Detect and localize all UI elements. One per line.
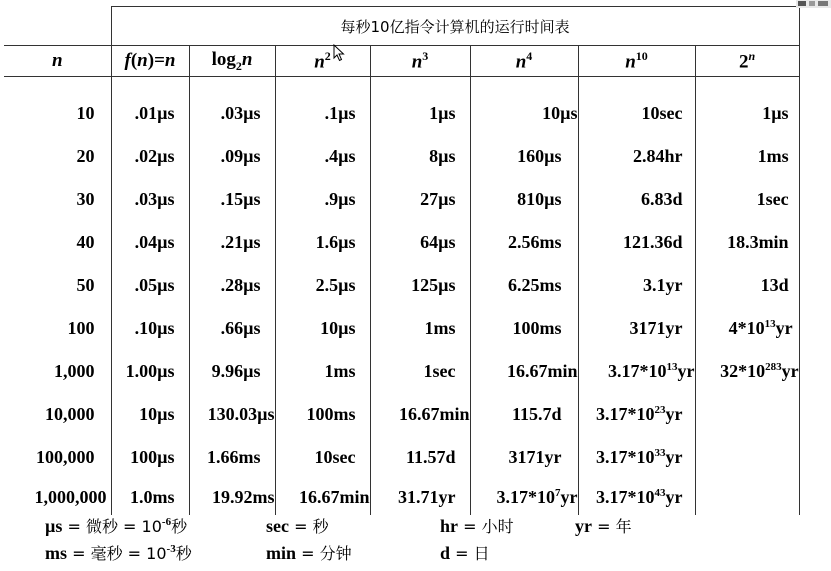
header-n: n [4, 46, 111, 77]
cell-2n-empty [695, 393, 799, 436]
cell-n10: $3.17*10^{43}yr$ [578, 479, 695, 515]
header-fn: f(n)=n [111, 46, 189, 77]
cell-log: 1.66ms [189, 436, 275, 479]
cell-n4: 3171yr [470, 436, 578, 479]
table-row [4, 92, 799, 135]
cell-n4: 2.56ms [470, 221, 578, 264]
legend-min: min = 分钟 [266, 543, 352, 563]
cell-n4: $3.17*10^7yr$ [470, 479, 578, 515]
cell-n4: 10µs [470, 92, 578, 135]
cell-n3: 16.67min [370, 393, 470, 436]
cell-n10: $3.17*10^{33}yr$ [578, 436, 695, 479]
legend-us: µs = 微秒 = $10^{-6}$秒 [45, 516, 188, 536]
cell-n: 100 [4, 307, 111, 350]
cell-fn: 1.00µs [111, 350, 189, 393]
cell-n: 1,000 [4, 350, 111, 393]
header-row [4, 46, 799, 77]
table-row [4, 393, 799, 436]
cell-log: .03µs [189, 92, 275, 135]
runtime-table [4, 6, 800, 515]
cell-n: 20 [4, 135, 111, 178]
cell-fn: 1.0ms [111, 479, 189, 515]
cell-n10: $3.17*10^{13}yr$ [578, 350, 695, 393]
legend-yr: yr = 年 [575, 516, 632, 536]
table-row [4, 178, 799, 221]
header-n10: $n^{10}$ [578, 46, 695, 77]
cell-n2: 2.5µs [275, 264, 370, 307]
cell-n3: 1µs [370, 92, 470, 135]
cell-fn: .10µs [111, 307, 189, 350]
table-row [4, 479, 799, 515]
cell-n2: 16.67min [275, 479, 370, 515]
cell-log: .21µs [189, 221, 275, 264]
cell-n3: 125µs [370, 264, 470, 307]
toolbar-fragment-icon [796, 0, 831, 8]
cell-log: .09µs [189, 135, 275, 178]
cell-log: 19.92ms [189, 479, 275, 515]
table-row [4, 350, 799, 393]
cell-n4: 160µs [470, 135, 578, 178]
header-n3: $n^3$ [370, 46, 470, 77]
corner-cell [4, 7, 111, 46]
cell-n2: 100ms [275, 393, 370, 436]
cell-n: 10,000 [4, 393, 111, 436]
legend-hr: hr = 小时 [440, 516, 514, 536]
cell-n4: 115.7d [470, 393, 578, 436]
cell-n10: 2.84hr [578, 135, 695, 178]
cell-fn: .04µs [111, 221, 189, 264]
cell-n4: 100ms [470, 307, 578, 350]
cell-fn: .03µs [111, 178, 189, 221]
table-row [4, 307, 799, 350]
cell-n: 1,000,000 [4, 479, 111, 515]
cell-n10: 121.36d [578, 221, 695, 264]
cell-2n: $4*10^{13}yr$ [695, 307, 799, 350]
cell-n2: 10µs [275, 307, 370, 350]
legend-ms: ms = 毫秒 = $10^{-3}$秒 [45, 543, 192, 563]
cell-fn: 100µs [111, 436, 189, 479]
cell-n3: 31.71yr [370, 479, 470, 515]
cell-n3: 8µs [370, 135, 470, 178]
cell-2n: 13d [695, 264, 799, 307]
cell-n: 10 [4, 92, 111, 135]
cell-n3: 1ms [370, 307, 470, 350]
header-2n: 2$^n$ [695, 46, 799, 77]
cell-n4: 810µs [470, 178, 578, 221]
cell-log: .66µs [189, 307, 275, 350]
cell-n2: 1.6µs [275, 221, 370, 264]
cell-n: 30 [4, 178, 111, 221]
cell-2n: 18.3min [695, 221, 799, 264]
cell-n: 100,000 [4, 436, 111, 479]
cell-fn: 10µs [111, 393, 189, 436]
cell-n10: 3.1yr [578, 264, 695, 307]
header-n4: $n^4$ [470, 46, 578, 77]
cell-fn: .02µs [111, 135, 189, 178]
cell-log: 130.03µs [189, 393, 275, 436]
cell-n10: 10sec [578, 92, 695, 135]
cell-2n-empty [695, 436, 799, 479]
table-row [4, 436, 799, 479]
table-title: 每秒10亿指令计算机的运行时间表 [111, 7, 799, 46]
cell-2n: 1ms [695, 135, 799, 178]
cell-n3: 27µs [370, 178, 470, 221]
cell-2n: 1sec [695, 178, 799, 221]
cell-fn: .05µs [111, 264, 189, 307]
cell-2n: $32*10^{283}yr$ [695, 350, 799, 393]
cell-log: .28µs [189, 264, 275, 307]
cell-2n-empty [695, 479, 799, 515]
cell-n4: 6.25ms [470, 264, 578, 307]
cell-n3: 1sec [370, 350, 470, 393]
header-log: $\log_2n$ [189, 46, 275, 77]
cell-n2: 1ms [275, 350, 370, 393]
cell-n: 40 [4, 221, 111, 264]
cell-n3: 64µs [370, 221, 470, 264]
cell-log: 9.96µs [189, 350, 275, 393]
legend-d: d = 日 [440, 543, 490, 563]
cell-n3: 11.57d [370, 436, 470, 479]
cell-n2: 10sec [275, 436, 370, 479]
table-row [4, 135, 799, 178]
legend-sec: sec = 秒 [266, 516, 329, 536]
cell-n10: 6.83d [578, 178, 695, 221]
cell-n10: 3171yr [578, 307, 695, 350]
header-n2: $n^2$ [275, 46, 370, 77]
table-row [4, 221, 799, 264]
cell-n10: $3.17*10^{23}yr$ [578, 393, 695, 436]
table-row [4, 264, 799, 307]
cell-log: .15µs [189, 178, 275, 221]
cell-fn: .01µs [111, 92, 189, 135]
cell-n2: .1µs [275, 92, 370, 135]
cell-n2: .9µs [275, 178, 370, 221]
cell-n4: 16.67min [470, 350, 578, 393]
cell-n2: .4µs [275, 135, 370, 178]
cell-2n: 1µs [695, 92, 799, 135]
cell-n: 50 [4, 264, 111, 307]
mouse-pointer-icon [333, 44, 345, 62]
